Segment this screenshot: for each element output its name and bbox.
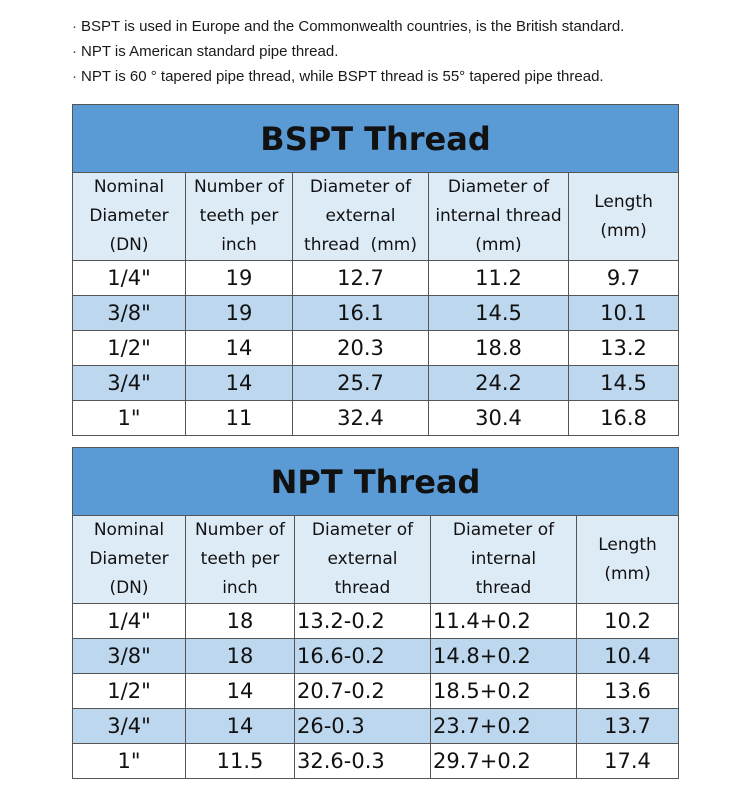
note-text: BSPT is used in Europe and the Commonwealth countries, is the British standard. — [81, 18, 625, 35]
cell-nominal: 1" — [73, 401, 186, 436]
cell-external: 16.1 — [293, 296, 429, 331]
cell-teeth: 19 — [186, 296, 293, 331]
cell-teeth: 11.5 — [186, 744, 295, 779]
cell-nominal: 1/2" — [73, 331, 186, 366]
bullet-icon: · — [72, 18, 77, 35]
table-title-row — [73, 105, 679, 173]
cell-teeth: 14 — [186, 331, 293, 366]
cell-length: 13.2 — [569, 331, 679, 366]
note-item — [72, 14, 742, 39]
cell-teeth: 14 — [186, 709, 295, 744]
cell-length: 10.4 — [577, 639, 679, 674]
cell-external: 16.6-0.2 — [295, 639, 431, 674]
cell-length: 10.2 — [577, 604, 679, 639]
table-row — [73, 261, 679, 296]
bullet-icon: · — [72, 43, 77, 60]
cell-internal: 29.7+0.2 — [431, 744, 577, 779]
header-teeth-per-inch: Number of teeth per inch — [186, 516, 295, 604]
cell-length: 16.8 — [569, 401, 679, 436]
header-length: Length (mm) — [577, 516, 679, 604]
cell-external: 20.7-0.2 — [295, 674, 431, 709]
cell-internal: 14.8+0.2 — [431, 639, 577, 674]
table-row — [73, 604, 679, 639]
table-header-row — [73, 516, 679, 604]
note-text: NPT is 60 ° tapered pipe thread, while BSPT thread is 55° tapered pipe thread. — [81, 68, 604, 85]
table-title: BSPT Thread — [73, 105, 679, 173]
cell-external: 25.7 — [293, 366, 429, 401]
cell-external: 13.2-0.2 — [295, 604, 431, 639]
cell-length: 14.5 — [569, 366, 679, 401]
cell-length: 13.6 — [577, 674, 679, 709]
cell-nominal: 1/4" — [73, 261, 186, 296]
note-item — [72, 64, 742, 89]
cell-teeth: 14 — [186, 674, 295, 709]
cell-internal: 24.2 — [429, 366, 569, 401]
table-row — [73, 401, 679, 436]
cell-length: 10.1 — [569, 296, 679, 331]
cell-internal: 18.8 — [429, 331, 569, 366]
header-nominal-diameter: Nominal Diameter (DN) — [73, 516, 186, 604]
header-length: Length (mm) — [569, 173, 679, 261]
note-item — [72, 39, 742, 64]
cell-internal: 14.5 — [429, 296, 569, 331]
table-row — [73, 709, 679, 744]
table-row — [73, 296, 679, 331]
cell-teeth: 18 — [186, 604, 295, 639]
cell-external: 20.3 — [293, 331, 429, 366]
table-row — [73, 744, 679, 779]
table-title: NPT Thread — [73, 448, 679, 516]
cell-internal: 11.4+0.2 — [431, 604, 577, 639]
cell-internal: 23.7+0.2 — [431, 709, 577, 744]
cell-nominal: 1/4" — [73, 604, 186, 639]
table-row — [73, 331, 679, 366]
header-external-diameter: Diameter of external thread (mm) — [293, 173, 429, 261]
table-row — [73, 639, 679, 674]
cell-length: 13.7 — [577, 709, 679, 744]
cell-length: 9.7 — [569, 261, 679, 296]
header-nominal-diameter: Nominal Diameter (DN) — [73, 173, 186, 261]
note-text: NPT is American standard pipe thread. — [81, 43, 339, 60]
cell-nominal: 3/4" — [73, 366, 186, 401]
cell-teeth: 11 — [186, 401, 293, 436]
cell-nominal: 3/8" — [73, 296, 186, 331]
header-internal-diameter: Diameter of internal thread (mm) — [429, 173, 569, 261]
header-teeth-per-inch: Number of teeth per inch — [186, 173, 293, 261]
cell-external: 32.4 — [293, 401, 429, 436]
cell-internal: 11.2 — [429, 261, 569, 296]
header-external-diameter: Diameter of external thread — [295, 516, 431, 604]
cell-teeth: 14 — [186, 366, 293, 401]
npt-thread-table — [72, 447, 679, 779]
cell-length: 17.4 — [577, 744, 679, 779]
notes-list — [72, 14, 742, 89]
cell-nominal: 3/4" — [73, 709, 186, 744]
cell-internal: 18.5+0.2 — [431, 674, 577, 709]
cell-nominal: 3/8" — [73, 639, 186, 674]
header-internal-diameter: Diameter of internal thread — [431, 516, 577, 604]
cell-nominal: 1/2" — [73, 674, 186, 709]
table-row — [73, 366, 679, 401]
cell-internal: 30.4 — [429, 401, 569, 436]
table-row — [73, 674, 679, 709]
bullet-icon: · — [72, 68, 77, 85]
bspt-thread-table — [72, 104, 679, 436]
cell-teeth: 18 — [186, 639, 295, 674]
cell-nominal: 1" — [73, 744, 186, 779]
table-header-row — [73, 173, 679, 261]
cell-external: 32.6-0.3 — [295, 744, 431, 779]
table-title-row — [73, 448, 679, 516]
cell-teeth: 19 — [186, 261, 293, 296]
cell-external: 26-0.3 — [295, 709, 431, 744]
cell-external: 12.7 — [293, 261, 429, 296]
